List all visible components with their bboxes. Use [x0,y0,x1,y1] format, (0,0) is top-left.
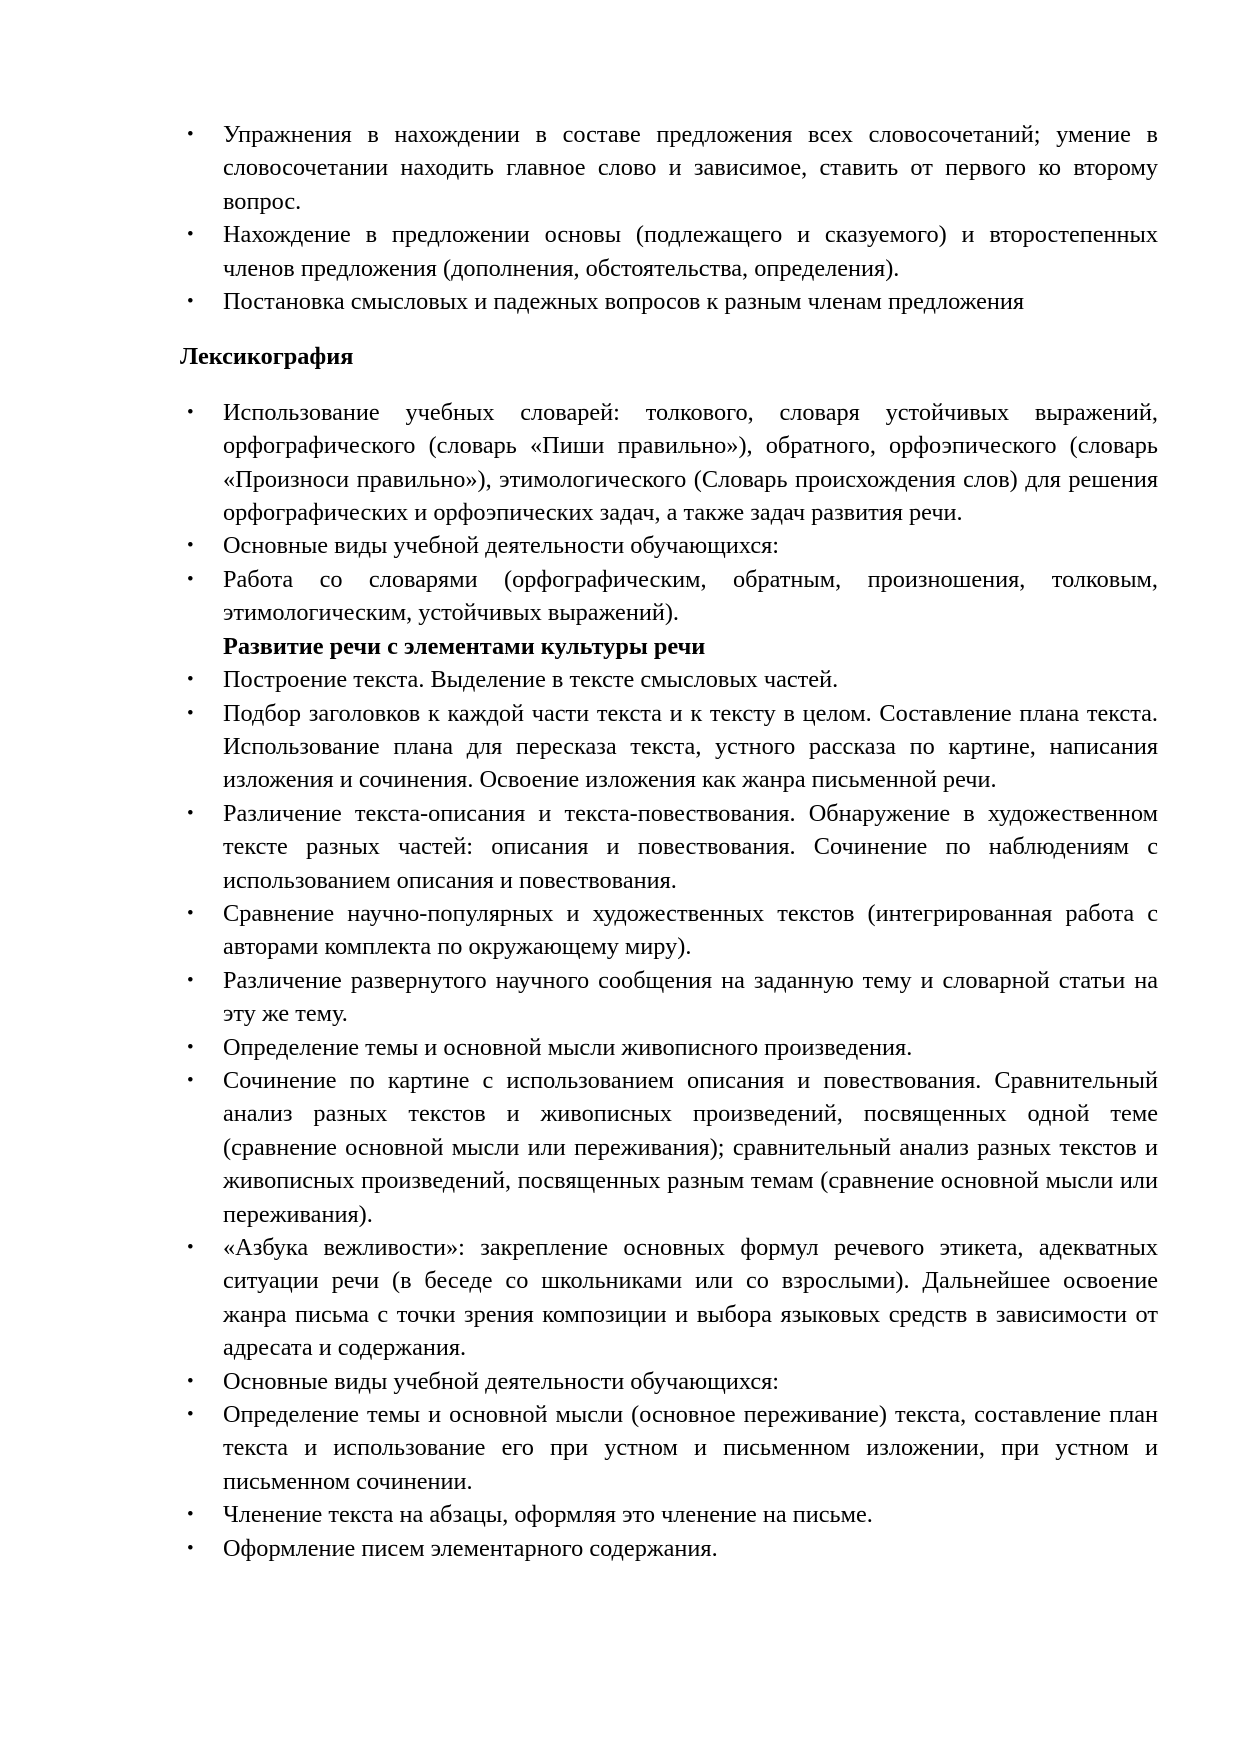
list-item: • Сравнение научно-популярных и художественных текстов (интегрированная работа с авторами комплекта по окружающему миру). [180,897,1158,964]
bullet-icon: • [187,224,194,246]
bullet-list-top [180,118,1158,318]
list-item: • Оформление писем элементарного содержания. [180,1532,1158,1565]
list-item: • Подбор заголовков к каждой части текста и к тексту в целом. Составление плана текста. Использование плана для пересказа текста, устного рассказа по картине, написания изложения и сочинения. Освоение изложения как жанра письменной речи. [180,697,1158,797]
list-item: • Упражнения в нахождении в составе предложения всех словосочетаний; умение в словосочетании находить главное слово и зависимое, ставить от первого ко второму вопрос. [180,118,1158,218]
bullet-icon: • [187,1504,194,1526]
list-item: • Сочинение по картине с использованием описания и повествования. Сравнительный анализ разных текстов и живописных произведений, посвященных одной теме (сравнение основной мысли или переживания); сравнительный анализ разных текстов и живописных произведений, посвященных разным темам (сравнение основной мысли или переживания). [180,1064,1158,1231]
bullet-icon: • [187,1237,194,1258]
list-item: • Построение текста. Выделение в тексте смысловых частей. [180,663,1158,696]
section-heading-lexicography: Лексикография [180,343,354,371]
bullet-list-lexicography [180,396,1158,630]
bullet-icon: • [187,1404,194,1426]
list-item: • Членение текста на абзацы, оформляя это членение на письме. [180,1498,1158,1531]
bullet-icon: • [187,969,194,991]
bullet-icon: • [187,568,194,590]
list-item: • Определение темы и основной мысли живописного произведения. [180,1031,1158,1064]
list-item: • Определение темы и основной мысли (основное переживание) текста, составление план текста и использование его при устном и письменном изложении, при устном и письменном сочинении. [180,1398,1158,1498]
list-item: • Использование учебных словарей: толкового, словаря устойчивых выражений, орфографического (словарь «Пиши правильно»), обратного, орфоэпического (словарь «Произноси правильно»), этимологического (Словарь происхождения слов) для решения орфографических и орфоэпических задач, а также задач развития речи. [180,396,1158,530]
list-item: • Работа со словарями (орфографическим, обратным, произношения, толковым, этимологическим, устойчивых выражений). [180,563,1158,630]
bullet-icon: • [187,1036,194,1058]
bullet-icon: • [187,535,194,557]
bullet-icon: • [187,802,194,824]
bullet-icon: • [187,1537,194,1559]
list-item: • Различение развернутого научного сообщения на заданную тему и словарной статьи на эту же тему. [180,964,1158,1031]
bullet-icon: • [187,1069,194,1091]
bullet-icon: • [187,669,194,691]
bullet-list-speech [180,663,1158,1565]
list-item: • Основные виды учебной деятельности обучающихся: [180,1365,1158,1398]
bullet-icon: • [187,902,194,924]
bullet-icon: • [187,291,194,313]
list-item: • Нахождение в предложении основы (подлежащего и сказуемого) и второстепенных членов предложения (дополнения, обстоятельства, определения). [180,218,1158,285]
bullet-icon: • [187,401,194,423]
list-item: • «Азбука вежливости»: закрепление основных формул речевого этикета, адекватных ситуации речи (в беседе со школьниками или со взрослыми). Дальнейшее освоение жанра письма с точки зрения композиции и выбора языковых средств в зависимости от адресата и содержания. [180,1231,1158,1365]
bullet-icon: • [187,1370,194,1392]
document-page [180,118,1158,1565]
list-item: • Постановка смысловых и падежных вопросов к разным членам предложения [180,285,1158,318]
list-item: • Различение текста-описания и текста-повествования. Обнаружение в художественном тексте разных частей: описания и повествования. Сочинение по наблюдениям с использованием описания и повествования. [180,797,1158,897]
section-heading-speech: Развитие речи с элементами культуры речи [223,632,706,660]
bullet-icon: • [187,124,194,145]
bullet-icon: • [187,702,194,724]
list-item: • Основные виды учебной деятельности обучающихся: [180,529,1158,562]
